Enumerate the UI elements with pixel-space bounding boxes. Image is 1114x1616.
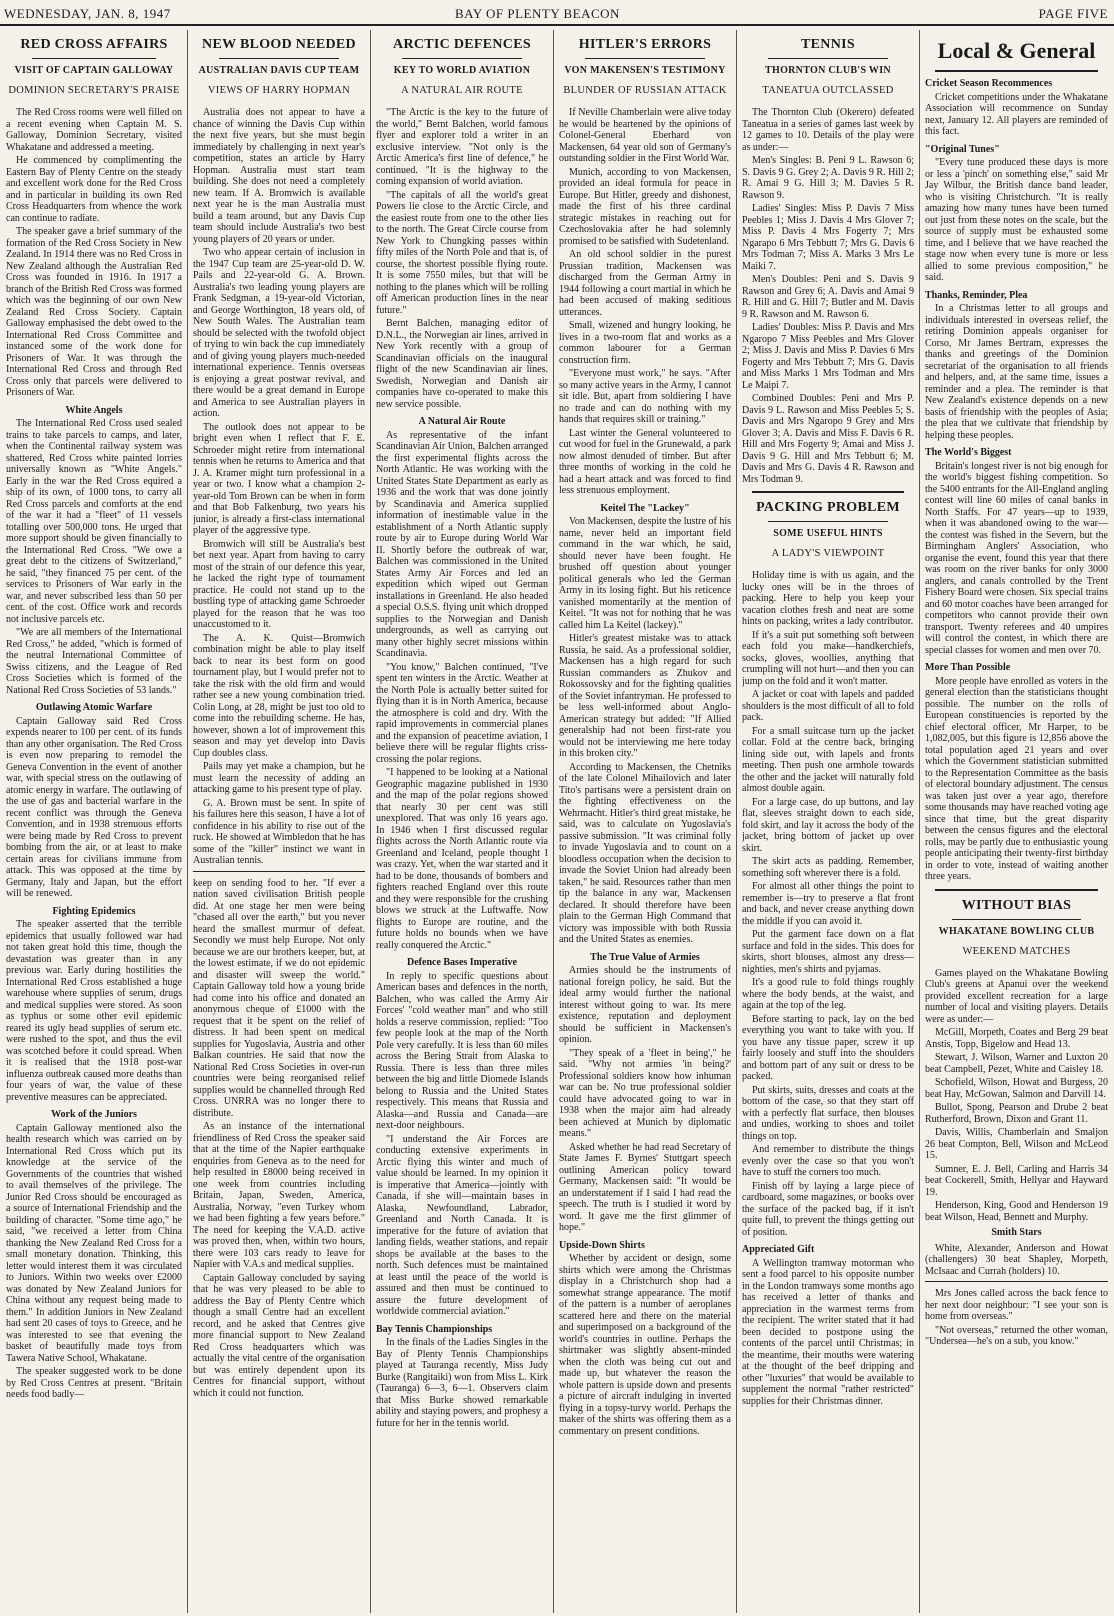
section-heading: Cricket Season Recommences: [925, 78, 1053, 89]
paragraph: Von Mackensen, despite the lustre of his name, never held an important field command in the war which, he said, should never have been fought. He brushed off question about younger political generals who led the German Army in its losing fight. But his reticence vanished momentarily at the mention of Keitel. "It was not for nothing that he was called him La Keitel (lackey).": [559, 516, 731, 631]
section-heading: "Original Tunes": [925, 143, 1000, 155]
paragraph: Before starting to pack, lay on the bed everything you want to take with you. If you have any tissue paper, screw it up fairly loosely and stuff into the shoulders and bottom part of any suit or dress to be packed.: [742, 1013, 914, 1082]
section-heading: Smith Stars: [991, 1227, 1042, 1238]
paragraph: For almost all other things the point to remember is—try to preserve a flat front and back, and never crease anything down the middle if you can avoid it.: [742, 881, 914, 927]
paragraph: Ladies' Singles: Miss P. Davis 7 Miss Peebles 1; Miss J. Davis 4 Mrs Glover 7; Miss P. Davis 4 Mrs Fogerty 7; Mrs Ngarapo 6 Mrs Tebbutt 7; Mrs G. Davis 6 Mrs Todman 7; Miss A. Marks 3 Mrs Le Maiki 7.: [742, 203, 914, 272]
divider: [768, 521, 888, 522]
paragraph: More people have enrolled as voters in the general election than the statisticians thought possible. The number on the rolls of European constituencies is reported by the chief electoral officer, Mr Harper, to be 1,082,005, but this figure is 12,856 above the total population aged 21 years and over which the Government statistician submitted to the Representation Committee as the basis of electoral boundary adjustment. The census was taken just over a year ago, therefore some thousands may have reached voting age since that time, but the great disparity between the census figures and the electoral rolls, may be partly due to enthusiastic young people anticipating their twenty-first birthday in order to vote, instead of waiting another three years.: [925, 675, 1108, 882]
paragraph: keep on sending food to her. "If ever a nation saved civilisation British people did. At one stage her men were being "chased all over the earth," but you never heard the smallest murmur of defeat. Secondly we must help Europe. Not only because we are our brothers keeper, but, at the lowest estimate, if we do not epidemic and disaster will sweep the world." Captain Galloway told how a young bride had come into his office and donated an anonymous cheque of £1000 with the request that it be spent on the relief of distress. It had been spent on medical supplies for Yugoslavia, Austria and other Balkan countries. He said that now the National Red Cross Societies in over-run countries were being reorganised relief supplies would be channelled through Red Cross. UNRRA was no longer there to distribute.: [193, 877, 365, 1119]
paragraph: Munich, according to von Mackensen, provided an ideal formula for peace in Europe. But Hitler, greedy and dishonest, made the first of his three cardinal strategic mistakes in reaching out for Czechoslovakia after he had solemnly promised to be satisfied with Sudetenland.: [559, 166, 731, 247]
paragraph: Whether by accident or design, some shirts which were among the Christmas display in a Christchurch shop had a somewhat strange appearance. The motif of the pattern is a number of aeroplanes scattered here and there on the material and superimposed on a background of the world's countries in outline. Perhaps the shirtmaker was slightly absent-minded when the cloth was being cut out and made up, but whatever the reason the whole pattern is upside down and presents a picture of aircraft indulging in inverted flying in a topsy-turvy world. Perhaps the maker of the shirts was offering them as a commentary on present conditions.: [559, 1253, 731, 1437]
deck: TANEATUA OUTCLASSED: [762, 85, 894, 96]
paragraph: In reply to specific questions about American bases and defences in the north, Balchen, who was called the Army Air Forces' "cold weather man" and who still holds a reserve commission, replied: "Too few people look at the map of the North Pole very carefully. It is less than 60 miles across the Bering Strait from Alaska to Russia. There is less than three miles between the big and little Diomede Islands belong to Russia and the United States respectively. This means that Russia and Alaska—and Russia and Canada—are next-door neighbours.: [376, 970, 548, 1131]
paragraph: An old school soldier in the purest Prussian tradition, Mackensen was discharged from the German Army in 1944 following a court martial in which he had been accused of making seditious utterances.: [559, 249, 731, 318]
paragraph: Small, wizened and hungry looking, he lives in a two-room flat and works as a common labourer for a German construction firm.: [559, 320, 731, 366]
paragraph: Bromwich will still be Australia's best bet next year. Apart from having to carry most of the strain of our defence this year, he lacked the right type of tournament practice. He could not stand up to the bustling type of attacking game Schroeder played for the reason that he was too unaccustomed to it.: [193, 538, 365, 630]
divider: [752, 491, 904, 493]
deck: VIEWS OF HARRY HOPMAN: [207, 85, 351, 96]
subhead: WHAKATANE BOWLING CLUB: [938, 925, 1095, 937]
paragraph: Henderson, King, Good and Henderson 19 beat Wilson, Head, Bennett and Murphy.: [925, 1200, 1108, 1223]
paragraph: And remember to distribute the things evenly over the case so that you won't have to stuff the corners too much.: [742, 1144, 914, 1178]
paragraph: "The capitals of all the world's great Powers lie close to the Arctic Circle, and the easiest route from one to the other lies to the north. The Great Circle course from New York to Chungking passes within fifty miles of the North Pole and that is, of course, the shortest possible flying route. It is some 7550 miles, but that will be nothing to the planes which will be rolling off American production lines in the near future.": [376, 189, 548, 316]
subhead: VISIT OF CAPTAIN GALLOWAY: [14, 65, 174, 76]
paragraph: Bullot, Spong, Pearson and Drube 2 beat Rutherford, Brown, Dixon and Grant 11.: [925, 1102, 1108, 1125]
headline-local-general: Local & General: [937, 38, 1096, 63]
subhead: SOME USEFUL HINTS: [773, 528, 883, 539]
subhead: AUSTRALIAN DAVIS CUP TEAM: [198, 65, 360, 76]
headline-packing: PACKING PROBLEM: [756, 500, 900, 515]
paragraph: The outlook does not appear to be bright even when I reflect that F. E. Schroeder might retire from international tennis when he returns to America and that J. A. Kramer might turn professional in a year or two. I know what a champion 2-year-old Tom Brown can be when in form and that Bob Falkenburg, two years his junior, is already a first-class international player of the aggressive type.: [193, 421, 365, 536]
column-red-cross: [6, 30, 182, 1613]
paragraph: Armies should be the instruments of national foreign policy, he said. But the ideal army would further the national interest without going to war. Its mere existence, reputation and deployment should be sufficient in Mackensen's opinion.: [559, 965, 731, 1045]
masthead-paper-name: BAY OF PLENTY BEACON: [455, 6, 620, 21]
divider: [402, 58, 522, 59]
paragraph: Bernt Balchen, managing editor of D.N.L., the Norwegian air lines, arrived in New York recently with a group of Scandinavian officials on the inaugural flight of the new Scandinavian air lines. Swedish, Norwegian and Danish air companies have co-operated to make this new service possible.: [376, 318, 548, 410]
paragraph: Games played on the Whakatane Bowling Club's greens at Apanui over the weekend provided excellent recreation for a large number of local and visiting players. Details were as under:—: [925, 967, 1108, 1025]
paragraph: Davis, Willis, Chamberlain and Smaljon 26 beat Compton, Bell, Wilson and McLeod 15.: [925, 1127, 1108, 1161]
paragraph: G. A. Brown must be sent. In spite of his failures here this season, I have a lot of confidence in his ability to rise out of the ruck. He showed at Wimbledon that he has some of the "killer" instinct we want in Australian tennis.: [193, 797, 365, 866]
subhead: VON MAKENSEN'S TESTIMONY: [564, 65, 726, 76]
headline-hitler: HITLER'S ERRORS: [578, 37, 712, 52]
paragraph: As an instance of the international friendliness of Red Cross the speaker said that at the time of the Napier earthquake enquiries from Geneva as to the need for help resulted in £8000 being received in one week from countries including Britain, Japan, Sweden, America, Australia, Norway, "even Turkey whom we had been fighting a few years before." The need for keeping the V.A.D. active was proved then, when, within two hours, there were 103 cars ready to leave for Napier with V.A.s and medical supplies.: [193, 1121, 365, 1270]
headline-arctic: ARCTIC DEFENCES: [393, 37, 531, 52]
paragraph: Schofield, Wilson, Howat and Burgess, 20 beat Hay, McGowan, Salmon and Darvill 14.: [925, 1077, 1108, 1100]
paragraph: In the finals of the Ladies Singles in the Bay of Plenty Tennis Championships played at Tauranga recently, Miss Judy Burke (Rangitaiki) won from Miss L. Kirk (Tauranga) 6—3, 6—1. Observers claim that Miss Burke showed remarkable ability and staying powers, and prophesy a future for her in the tennis world.: [376, 1337, 548, 1429]
paragraph: Combined Doubles: Peni and Mrs P. Davis 9 L. Rawson and Miss Peebles 5; S. Davis and Mrs Ngaropo 9 Grey and Mrs Glover 3; A. Davis and Miss F. Davis 6 R. Hill and Mrs Fogerty 9; Amai and Miss J. Davis 9 G. Hill and Mrs Tebbutt 6; M. Davis and Mrs G. Davis 4 R. Rawson and Mrs Todman 9.: [742, 393, 914, 485]
paragraph: "Not overseas," returned the other woman, "Undersea—he's on a sub, you know.": [925, 1324, 1108, 1347]
paragraph: "Every tune produced these days is more or less a 'pinch' on something else," said Mr Jay Wilbur, the British dance band leader, who is visiting Christchurch. "It is really amazing how many tunes have been turned out just from these notes on the scale, but the source of supply must be exhausted some time, and I believe that we have reached the stage now when every tune is more or less allied to some previous composition," he said.: [925, 157, 1108, 283]
paragraph: The International Red Cross used sealed trains to take parcels to camps, and later, when the Continental railway system was shattered, Red Cross white painted lorries universally known as "White Angels." Early in the war the Red Cross equired a ship of its own, of 1000 tons, to carry all Red Cross parcels and comforts at the end of the war it had a "fleet" of 11 vessels totalling over 500,000 tons. He urged that more support should be given financially to the International Red Cross. "We owe a great debt to the citizens of Switzerland," he said, "they financed 75 per cent. of the services to Prisoners of War early in the war, and never subscribed less than 50 per cent. of the cost. Office work and records not inclusive parcels etc.: [6, 418, 182, 625]
headline-tennis: TENNIS: [801, 37, 855, 52]
column-hitler: [559, 30, 731, 1613]
paragraph: Captain Galloway mentioned also the health research which was carried on by International Red Cross which put its knowledge at the service of the Governments of the countries that wished to avail themselves of the privilege. The Junior Red Cross should be encouraged as a source of International Friendship and the building of character. "Some time ago," he said, "we received a letter from China thanking the New Zealand Red Cross for a small monetary donation. Thinking, this letter would interest them it was circulated to Juniors. Within two weeks over £2000 was donated by New Zealand Juniors for China without any request being made to them." In addition Juniors in New Zealand had sent 20 cases of toys to Greece, and he was interested to see that evening the basket of beautifully made toys from Tawera Native School, Whakatane.: [6, 1122, 182, 1364]
section-heading: Upside-Down Shirts: [559, 1239, 645, 1251]
paragraph: "I understand the Air Forces are conducting extensive experiments in Arctic flying this winter and much of value should be learned. In my opinion it is imperative that America—jointly with Canada, if she will—maintain bases in Alaska, Newfoundland, Labrador, Greenland and North Canada. It is imperative for the future of aviation that landing fields, weather stations, and repair shops be available at the bases to the north. Such defences must be maintained at least until the peace of the world is assured and then must be continued to assure the future development of worldwide commercial aviation.": [376, 1133, 548, 1317]
deck: BLUNDER OF RUSSIAN ATTACK: [563, 85, 727, 96]
paragraph: The A. K. Quist—Bromwich combination might be able to play itself back to near its best form on good tournament play, but I would prefer not to take the risk with the old firm and would rather see a new young combination tried. Colin Long, at 28, might be just too old to come into the rebuilding scheme. He has, however, shown a lot of improvement this season and may yet develop into Davis Cup doubles class.: [193, 632, 365, 759]
section-heading: A Natural Air Route: [418, 416, 506, 427]
paragraph: A jacket or coat with lapels and padded shoulders is the most difficult of all to fold pack.: [742, 689, 914, 723]
paragraph: Put the garment face down on a flat surface and fold in the sides. This does for skirts, short blouses, almost any dress—nighties, men's shirts and pyjamas.: [742, 929, 914, 975]
paragraph: "They speak of a 'fleet in being'," he said. "Why not armies 'in being?' Professional soldiers know how inhuman war can be. No true professional soldier could have advocated going to war in 1938 when the major aim had already been achieved at Munich by diplomatic means.": [559, 1047, 731, 1139]
paragraph: White, Alexander, Anderson and Howat (challengers) 30 beat Shapley, Morpeth, McIsaac and Currah (holders) 10.: [925, 1242, 1108, 1277]
section-heading: Appreciated Gift: [742, 1244, 815, 1255]
paragraph: The Thornton Club (Okerero) defeated Taneatua in a series of games last week by 12 games to 10. Details of the play were as under:—: [742, 107, 914, 153]
paragraph: Britain's longest river is not big enough for the world's biggest fishing competition. So the 5400 entrants for the All-England angling contest will line 60 miles of canal banks in North Staffs. For 47 years—up to 1939, when it was abandoned owing to the war—the contest was fished in the Severn, but the Birmingham Anglers' Association, who organise the event, found this year that there was room on the river banks for only 3000 anglers, and canals controlled by the Trent Fishery Board were chosen. Six special trains and 60 motor coaches have been arranged for competitors who cannot provide their own transport. Twenty referees and 40 umpires will control the contest, in which there are special classes for women and men over 70.: [925, 460, 1108, 656]
paragraph: "The Arctic is the key to the future of the world," Bernt Balchen, world famous flyer and explorer told a writer in an exclusive interview. "Not only is the Arctic America's first line of defence," he continued. "It is the highway to the coming expansion of world aviation.: [376, 107, 548, 187]
subhead: KEY TO WORLD AVIATION: [393, 65, 531, 76]
divider: [935, 889, 1098, 891]
section-heading: The World's Biggest: [925, 447, 1012, 458]
paragraph: "You know," Balchen continued, "I've spent ten winters in the Arctic. Weather at the North Pole is actually better suited for flying than it is in North America, because the atmosphere is cold and dry. With the rapid improvements in commercial planes and the expansion of peacetime aviation, I believe there will be regular flights criss-crossing the polar regions.: [376, 661, 548, 765]
paragraph: Cricket competitions under the Whakatane Association will recommence on Sunday next, January 12. All players are reminded of this fact.: [925, 91, 1108, 137]
paragraph: A Wellington tramway motorman who sent a food parcel to his opposite number in the London tramways some months ago has received a letter of thanks and appreciation in the warmest terms from the recipient. The writer stated that it had been decided to postpone using the contents of the parcel until Christmas; in the meantime, their mouths were watering at the thought of the beef dripping and other "luxuries" that would be available to supplement the normal "rather restricted" supplies for their Christmas dinner.: [742, 1257, 914, 1407]
paragraph: Two who appear certain of inclusion in the 1947 Cup team are 25-year-old D. W. Pails and 22-year-old G. A. Brown. Australia's two leading young players are Frank Sedgman, a 19-year-old Victorian, and George Worthington, 18 years old, of New South Wales. The Australian team should be selected with the twofold object of trying to win back the cup immediately and of giving young players much-needed international experience. Tennis overseas is enjoying a great postwar revival, and there would be a great demand in Europe and America to see Australian players in action.: [193, 247, 365, 419]
divider: [193, 871, 365, 872]
deck: A NATURAL AIR ROUTE: [401, 85, 523, 96]
paragraph: Men's Singles: B. Peni 9 L. Rawson 6; S. Davis 9 G. Grey 2; A. Davis 9 R. Hill 2; R. Amai 9 G. Hill 3; M. Davies 5 R. Rawson 9.: [742, 155, 914, 201]
headline-red-cross: RED CROSS AFFAIRS: [20, 37, 168, 52]
column-rule: [736, 30, 737, 1613]
column-tennis-packing: [742, 30, 914, 1613]
column-arctic: [376, 30, 548, 1613]
paragraph: Australia does not appear to have a chance of winning the Davis Cup within the next five years, but she must begin immediately by challenging in next year's competition, states an article by Harry Hopman. Australia must start team building. She does not need a completely new team. If A. Bromwich is available next year he is the man Australia must build a team around, but any Davis Cup team should include Australia's two best young players of 20 years or under.: [193, 107, 365, 245]
paragraph: Captain Galloway concluded by saying that he was very pleased to be able to address the Bay of Plenty Centre which though a small Centre had an excellent record, and he asked that Centres give more financial support to New Zealand Red Cross headquarters which was actually the vital centre of the organisation but was entirely dependent upon its Centres for financial support, without which it could not function.: [193, 1272, 365, 1399]
divider: [768, 58, 888, 59]
masthead-page-number: PAGE FIVE: [1038, 6, 1108, 21]
divider: [925, 1281, 1108, 1282]
divider: [219, 58, 339, 59]
paragraph: Put skirts, suits, dresses and coats at the bottom of the case, so that they start off with a perfectly flat surface, then blouses and undies, working to shoes and toilet things on top.: [742, 1084, 914, 1142]
paragraph: Hitler's greatest mistake was to attack Russia, he said. As a professional soldier, Mackensen has a high regard for such Russian commanders as Zhukov and Rokossovsky and for the fighting qualities of the Soviet infantryman. He professed to be less well-informed about Anglo-American strategy but added: "If Allied generalship had not been first-rate you would not be interviewing me here today in this broken city.": [559, 633, 731, 759]
headline-without-bias: WITHOUT BIAS: [961, 897, 1072, 913]
paragraph: Last winter the General volunteered to cut wood for fuel in the Grunewald, a park now almost denuded of timber. But after three months of working in the cold he had a heart attack and was forced to find less strenuous employment.: [559, 427, 731, 496]
divider: [585, 58, 705, 59]
paragraph: As representative of the infant Scandinavian Air Union, Balchen arranged the first experimental flights across the North Atlantic. He was working with the United States State Department as early as 1936 and the work that was done jointly by Scandinavia and America supplied information of inestimable value in the establishment of a North Atlantic supply route by air to Europe during World War II. Shortly before the outbreak of war, Balchen was commissioned in the United States Army Air Forces and led an expedition which wiped out German installations in Greenland. He also headed a special O.S.S. flying unit which dropped supplies to the Norwegian and Danish undergrounds, as well as carrying out many other highly secret missions within Scandinavia.: [376, 429, 548, 659]
section-heading: The True Value of Armies: [590, 951, 700, 963]
paragraph: If Neville Chamberlain were alive today he would be heartened by the opinions of Colonel-General Eberhard von Mackensen, 64 year old son of Germany's outstanding soldier in the First World War.: [559, 107, 731, 164]
divider: [935, 70, 1098, 72]
paragraph: According to Mackensen, the Chetniks of the late Colonel Mihailovich and later Tito's partisans were a persistent drain on the fighting effectiveness on the Wehrmacht. Hitler's third great mistake, he said, was to calculate on Yugoslavia's passive submission. "It was criminal folly to invade Yugoslavia and to count on a bloodless occupation when the decision to invade the Soviet Union had already been taken," he said. Resources rather than men tip the balance in any war, Mackensen declared. It should therefore have been plain to the German High Command that victory was impossible with both Russia and the United States as enemies.: [559, 761, 731, 945]
paragraph: The skirt acts as padding. Remember, something soft wherever there is a fold.: [742, 856, 914, 879]
headline-new-blood: NEW BLOOD NEEDED: [202, 37, 356, 52]
paragraph: McGill, Morpeth, Coates and Berg 29 beat Anstis, Topp, Bigelow and Head 13.: [925, 1027, 1108, 1050]
section-heading: Defence Bases Imperative: [407, 957, 517, 968]
masthead: [0, 0, 1114, 26]
column-rule: [370, 30, 371, 1613]
paragraph: In a Christmas letter to all groups and individuals interested in overseas relief, the retiring Dominion appeals organiser for Corso, Mr James Bertram, expresses the thanks and greetings of the Dominion secretariat of the organisation to all friends and helpers, and, at the same time, issues a reminder and a plea. The reminder is that New Zealand's existence depends on a new basis of friendship with the peoples of Asia; the plea that we cultivate that friendship by helping these peoples.: [925, 303, 1108, 441]
paragraph: Sumner, E. J. Bell, Carling and Harris 34 beat Cockerell, Smith, Hellyar and Hayward 19.: [925, 1163, 1108, 1198]
paragraph: It's a good rule to fold things roughly where the body bends, at the waist, and again at the top of the leg.: [742, 977, 914, 1011]
paragraph: For a small suitcase turn up the jacket collar. Fold at the centre back, bringing lining side out, with lapels and fronts meeting. Then push one armhole towards the other and the jacket will naturally fold almost double again.: [742, 725, 914, 794]
paragraph: Pails may yet make a champion, but he must learn the necessity of adding an attacking game to his present type of play.: [193, 761, 365, 795]
deck: WEEKEND MATCHES: [962, 945, 1071, 957]
paragraph: "Everyone must work," he says. "After so many active years in the Army, I cannot sit idle. But, apart from soldiering I have no trade and can do nothing with my hands that requires skill or training.": [559, 368, 731, 425]
column-new-blood: [193, 30, 365, 1613]
paragraph: The speaker asserted that the terrible epidemics that usually followed war had not taken great hold this time, though the devastation was greater than in any previous war. Early during hostilities the International Red Cross established a huge warehouse where supplies of serum, drugs and medical supplies were stored. As soon as typhus or some other evil epidemic reared its ugly head supplies of serum etc. were rushed to the spot, and thus the evil was scotched before it could spread. When it is realised that the 1918 post-war influenza outbreak caused more deaths than four years of war, the value of these preventive measures can be appreciated.: [6, 919, 182, 1103]
divider: [952, 919, 1080, 920]
paragraph: Holiday time is with us again, and the lucky ones will be in the throes of packing. Here to help you keep your vacation clothes fresh and neat are some hints on packing, writes a lady contributor.: [742, 570, 914, 627]
paragraph: Captain Galloway said Red Cross expends nearer to 100 per cent. of its funds than any other organisation. The Red Cross is even now preparing to remodel the Geneva Convention in the event of another war, with special stress on the outlawing of atomic energy in warfare. The outlawing of the use of gas and bacterial warfare in the recent conflict was through the Geneva Convention, and in 1938 strenuous efforts were being made by Red Cross to prevent bombing from the air, or at least to make certain areas for civilians immune from attack. This was opposed at the time by Germany, Italy and Japan, but the effort will be renewed.: [6, 715, 182, 899]
paragraph: Men's Doubles: Peni and S. Davis 9 Rawson and Grey 6; A. Davis and Amai 9 R. Hill and G. Hill 7; Butler and M. Davis 9 R. Rawson and M. Rawson 6.: [742, 274, 914, 320]
paragraph: Stewart, J. Wilson, Warner and Luxton 20 beat Campbell, Pezet, White and Caisley 18.: [925, 1052, 1108, 1075]
paragraph: He commenced by complimenting the Eastern Bay of Plenty Centre on the steady and excellent work done for the Red Cross and in particular in building its own Red Cross Headquarters from whence the work can continue to radiate.: [6, 155, 182, 224]
masthead-date: WEDNESDAY, JAN. 8, 1947: [4, 6, 171, 21]
deck: A LADY'S VIEWPOINT: [771, 548, 885, 559]
column-rule: [919, 30, 920, 1613]
section-heading: Thanks, Reminder, Plea: [925, 289, 1028, 301]
paragraph: The Red Cross rooms were well filled on a recent evening when Captain M. S. Galloway, Dominion Secretary, visited Whakatane and addressed a meeting.: [6, 107, 182, 153]
section-heading: More Than Possible: [925, 662, 1011, 673]
deck: DOMINION SECRETARY'S PRAISE: [8, 85, 180, 96]
paragraph: "I happened to be looking at a National Geographic magazine published in 1930 and the map of the polar regions showed that nearly 30 per cent was still unexplored. That was only 16 years ago. In 1946 when I first discussed regular flights across the North Atlantic route via Greenland and Iceland, people thought I was crazy. Yet, when the war started and it had to be done, thousands of bombers and fighters reached England over this route and they were responsible for the crushing blows we struck at the Luftwaffe. Now flights to Europe are routine, and the future holds no bounds when we have really conquered the Arctic.": [376, 767, 548, 951]
paragraph: The speaker suggested work to be done by Red Cross Centres at present. "Britain needs food badly—: [6, 1366, 182, 1400]
section-heading: Fighting Epidemics: [52, 905, 136, 917]
column-rule: [553, 30, 554, 1613]
paragraph: Asked whether he had read Secretary of State James F. Byrnes' Stuttgart speech outlining American policy toward Germany, Mackensen said: "It would be an understatement if I said I had read the speech. The truth is I studied it word by word. It gave me the first glimmer of hope.": [559, 1141, 731, 1233]
section-heading: Work of the Juniors: [51, 1109, 137, 1120]
paragraph: "We are all members of the International Red Cross," he added, "which is formed of the neutral International Committee of Swiss citizens, and the League of Red Cross Societies which is formed of the National Red Cross Societies of 53 lands.": [6, 627, 182, 696]
subhead: THORNTON CLUB'S WIN: [765, 65, 891, 76]
paragraph: Finish off by laying a large piece of cardboard, some magazines, or books over the surface of the packed bag, if it isn't quite full, to prevent the things getting out of position.: [742, 1180, 914, 1238]
divider: [32, 58, 155, 59]
paragraph: If it's a suit put something soft between each fold you make—handkerchiefs, socks, gloves, woollies, anything that crumpling will not hurt—and then you can jump on the fold and it won't matter.: [742, 629, 914, 687]
section-heading: Outlawing Atomic Warfare: [35, 702, 153, 713]
paragraph: The speaker gave a brief summary of the formation of the Red Cross Society in New Zealand. In 1914 there was no Red Cross in New Zealand although the Australian Red Cross was founded in 1916. In 1917 a branch of the British Red Cross was formed which was the beginning of our own New Zealand Red Cross Society. Captain Galloway emphasised the debt owed to the International Red Cross Committee and instanced some of the work done for Prisoners of War. It was through the International Red Cross and through Red Cross only that parcels were delivered to Prisoners of War.: [6, 226, 182, 398]
paragraph: For a large case, do up buttons, and lay flat, sleeves straight down to each side, fold skirt, and lay it across the body of the jacket, bring bottom of jacket up over skirt.: [742, 796, 914, 854]
paragraph: Ladies' Doubles: Miss P. Davis and Mrs Ngaropo 7 Miss Peebles and Mrs Glover 2; Miss J. Davis and Miss P. Davies 6 Mrs Fogerty and Mrs Tebbutt 7; Mrs G. Davis and Miss Marks 1 Mrs Todman and Mrs Le Maipi 7.: [742, 322, 914, 391]
section-heading: Keitel The "Lackey": [600, 502, 690, 514]
section-heading: Bay Tennis Championships: [376, 1323, 493, 1335]
paragraph: Mrs Jones called across the back fence to her next door neighbour: "I see your son is home from overseas.": [925, 1288, 1108, 1322]
section-heading: White Angels: [65, 404, 123, 416]
column-local-general: [925, 30, 1108, 1613]
column-rule: [187, 30, 188, 1613]
